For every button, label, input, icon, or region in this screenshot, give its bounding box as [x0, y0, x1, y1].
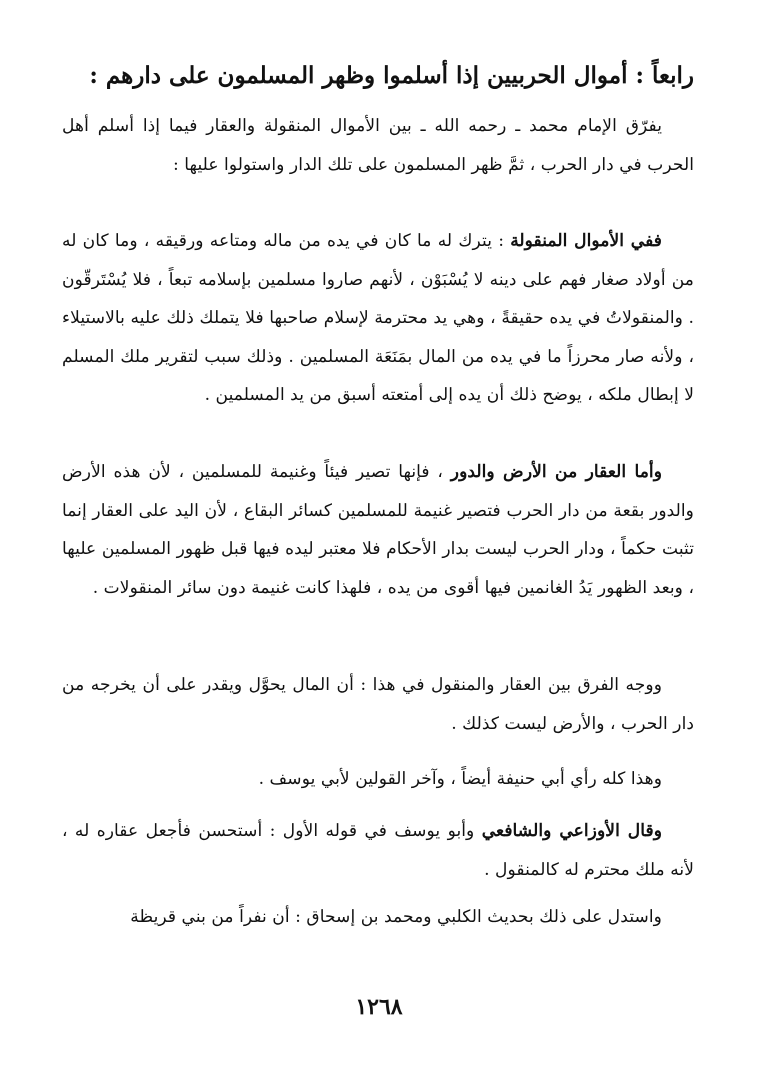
paragraph-movable-property — [62, 222, 694, 415]
paragraph-abu-hanifa — [62, 760, 694, 799]
paragraph-intro — [62, 107, 694, 184]
paragraph-awzai-shafii-text: وأبو يوسف في قوله الأول : أستحسن فأجعل عقاره له ، لأنه ملك محترم له كالمنقول . — [62, 821, 694, 880]
page-number: ١٢٦٨ — [355, 994, 403, 1020]
paragraph-real-estate-text: ، فإنها تصير فيئاً وغنيمة للمسلمين ، لأن هذه الأرض والدور بقعة من دار الحرب فتصير غنيمة للمسلمين كسائر البقاع ، لأن اليد على العقار إنما تثبت حكماً ، ودار الحرب ليست بدار الأحكام فلا معتبر ليده فيها قبل ظهور المسلمين عليها ، وبعد الظهور يَدُ الغانمين فيها أقوى من يده ، فلهذا كانت غنيمة دون سائر المنقولات . — [62, 462, 694, 598]
paragraph-real-estate — [62, 453, 694, 607]
paragraph-awzai-shafii — [62, 812, 694, 889]
paragraph-evidence-text: واستدل على ذلك بحديث الكلبي ومحمد بن إسحاق : أن نفراً من بني قريظة — [130, 907, 662, 927]
paragraph-evidence — [62, 898, 694, 937]
paragraph-real-estate-lead: وأما العقار من الأرض والدور — [450, 462, 663, 482]
paragraph-abu-hanifa-text: وهذا كله رأي أبي حنيفة أيضاً ، وآخر القولين لأبي يوسف . — [258, 769, 662, 789]
paragraph-movable-property-lead: ففي الأموال المنقولة — [510, 231, 662, 251]
paragraph-intro-text: يفرّق الإمام محمد ـ رحمه الله ـ بين الأموال المنقولة والعقار فيما إذا أسلم أهل الحرب في دار الحرب ، ثمَّ ظهر المسلمون على تلك الدار واستولوا عليها : — [62, 116, 694, 175]
paragraph-movable-property-text: : يترك له ما كان في يده من ماله ومتاعه ورقيقه ، وما كان له من أولاد صغار فهم على دينه لا يُسْبَوْن ، لأنهم صاروا مسلمين بإسلامه تبعاً ، فلا يُسْتَرقّون . والمنقولاتُ في يده حقيقةً ، وهي يد محترمة لإسلام صاحبها فلا يتملك ذلك عليه بالاستيلاء ، ولأنه صار محرزاً ما في يده من المال بمَنَعَة المسلمين . وذلك سبب لتقرير ملك المسلم لا إبطال ملكه ، يوضح ذلك أن يده إلى أمتعته أسبق من يد المسلمين . — [62, 231, 694, 405]
paragraph-distinction — [62, 666, 694, 743]
section-heading: رابعاً : أموال الحربيين إذا أسلموا وظهر المسلمون على دارهم : — [89, 62, 694, 89]
paragraph-distinction-text: ووجه الفرق بين العقار والمنقول في هذا : أن المال يحوَّل ويقدر على أن يخرجه من دار الحرب ، والأرض ليست كذلك . — [62, 675, 694, 734]
paragraph-awzai-shafii-lead: وقال الأوزاعي والشافعي — [481, 821, 662, 841]
